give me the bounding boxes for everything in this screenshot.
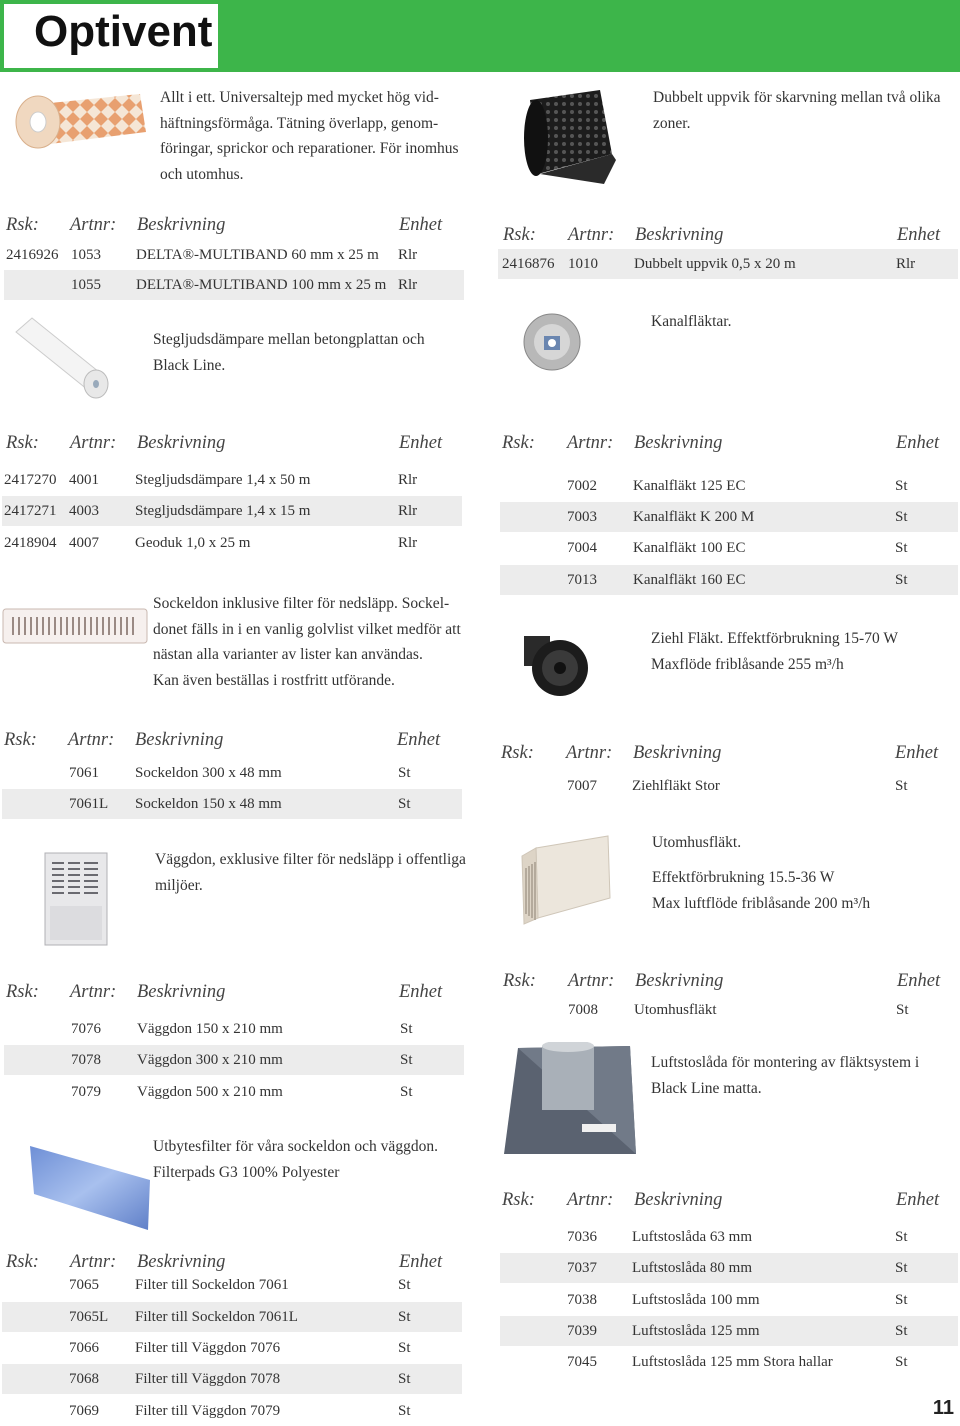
table-row — [500, 533, 958, 563]
col-header-artnr: Artnr: — [567, 433, 614, 453]
unit-cell: St — [398, 765, 411, 781]
artnr-cell: 4001 — [69, 472, 99, 488]
desc-cell: Luftstoslåda 125 mm Stora hallar — [632, 1354, 833, 1370]
ziehl-desc-line: Ziehl Fläkt. Effektförbrukning 15-70 W — [651, 630, 898, 647]
unit-cell: Rlr — [398, 472, 418, 488]
unit-cell: Rlr — [398, 247, 418, 263]
artnr-cell: 7065 — [69, 1277, 99, 1293]
col-header-desc: Beskrivning — [137, 982, 226, 1002]
desc-cell: Luftstoslåda 125 mm — [632, 1323, 760, 1339]
table-row — [4, 270, 464, 300]
table-row — [2, 496, 462, 526]
stegljud-desc-line: Black Line. — [153, 356, 226, 374]
desc-cell: Dubbelt uppvik 0,5 x 20 m — [634, 256, 796, 272]
multiband-desc-line: Allt i ett. Universaltejp med mycket hög vid- — [160, 89, 439, 106]
col-header-artnr: Artnr: — [566, 743, 613, 763]
artnr-cell: 7036 — [567, 1229, 597, 1245]
table-row — [500, 1222, 958, 1252]
artnr-cell: 7003 — [567, 509, 597, 525]
col-header-artnr: Artnr: — [568, 971, 615, 991]
artnr-cell: 7066 — [69, 1340, 99, 1356]
sockeldon-desc-line: Kan även beställas i rostfritt utförande. — [153, 671, 395, 689]
page-number: 11 — [932, 1397, 954, 1419]
unit-cell: St — [895, 1260, 908, 1276]
unit-cell: St — [895, 540, 908, 556]
table-row — [500, 771, 958, 801]
luftstos-desc-line: Luftstoslåda för montering av fläktsystem i — [651, 1054, 920, 1071]
table-row — [2, 1270, 462, 1300]
col-header-rsk: Rsk: — [6, 433, 39, 453]
uppvik-desc-line: zoner. — [653, 114, 691, 132]
multiband-desc-line: föringar, sprickor och reparationer. För inomhus — [160, 140, 459, 157]
col-header-rsk: Rsk: — [503, 225, 536, 245]
col-header-desc: Beskrivning — [635, 225, 724, 245]
table-row — [500, 565, 958, 595]
artnr-cell: 7002 — [567, 478, 597, 494]
table-row — [2, 789, 462, 819]
artnr-cell: 1055 — [71, 277, 101, 293]
desc-cell: Sockeldon 300 x 48 mm — [135, 765, 282, 781]
desc-cell: Väggdon 300 x 210 mm — [137, 1052, 283, 1068]
table-row — [500, 1253, 958, 1283]
artnr-cell: 7039 — [567, 1323, 597, 1339]
utomhus-desc-line: Max luftflöde friblåsande 200 m³/h — [652, 894, 871, 912]
unit-cell: St — [398, 1403, 411, 1419]
multiband-tape-image — [10, 84, 150, 154]
table-row — [500, 471, 958, 501]
unit-cell: St — [398, 1277, 411, 1293]
desc-cell: Luftstoslåda 100 mm — [632, 1292, 760, 1308]
desc-cell: Kanalfläkt K 200 M — [633, 509, 755, 525]
artnr-cell: 7078 — [71, 1052, 101, 1068]
desc-cell: Stegljudsdämpare 1,4 x 50 m — [135, 472, 311, 488]
rsk-cell: 2417270 — [4, 472, 57, 488]
unit-cell: St — [398, 1340, 411, 1356]
col-header-artnr: Artnr: — [70, 1252, 117, 1272]
kanalflakt-image — [520, 310, 590, 374]
col-header-artnr: Artnr: — [70, 215, 117, 235]
desc-cell: DELTA®-MULTIBAND 60 mm x 25 m — [136, 247, 379, 263]
desc-cell: Filter till Väggdon 7078 — [135, 1371, 281, 1387]
col-header-desc: Beskrivning — [137, 215, 226, 235]
artnr-cell: 7068 — [69, 1371, 99, 1387]
rsk-cell: 2416926 — [6, 247, 59, 263]
desc-cell: Luftstoslåda 63 mm — [632, 1229, 752, 1245]
desc-cell: Kanalfläkt 125 EC — [633, 478, 746, 494]
col-header-rsk: Rsk: — [6, 1252, 39, 1272]
unit-cell: St — [895, 778, 908, 794]
vaggdon-vent-image — [44, 852, 108, 948]
table-row — [500, 1316, 958, 1346]
artnr-cell: 4007 — [69, 535, 99, 551]
col-header-desc: Beskrivning — [137, 1252, 226, 1272]
artnr-cell: 1010 — [568, 256, 598, 272]
artnr-cell: 7045 — [567, 1354, 597, 1370]
desc-cell: Väggdon 150 x 210 mm — [137, 1021, 283, 1037]
luftstos-desc-line: Black Line matta. — [651, 1079, 762, 1097]
table-row — [4, 240, 464, 270]
col-header-unit: Enhet — [896, 433, 940, 453]
artnr-cell: 7008 — [568, 1002, 598, 1018]
unit-cell: Rlr — [398, 535, 418, 551]
luftstos-box-image — [498, 1042, 638, 1156]
col-header-unit: Enhet — [397, 730, 441, 750]
sockeldon-desc-line: donet fälls in i en vanlig golvlist vilket medför att — [153, 620, 461, 638]
artnr-cell: 7061L — [69, 796, 109, 812]
table-row — [500, 995, 958, 1025]
col-header-unit: Enhet — [399, 982, 443, 1002]
desc-cell: Filter till Väggdon 7076 — [135, 1340, 281, 1356]
artnr-cell: 7013 — [567, 572, 597, 588]
table-row — [2, 1302, 462, 1332]
artnr-cell: 7038 — [567, 1292, 597, 1308]
unit-cell: St — [895, 478, 908, 494]
stegljud-roll-image — [8, 312, 118, 412]
artnr-cell: 7007 — [567, 778, 597, 794]
unit-cell: St — [895, 1323, 908, 1339]
utomhus-desc-line: Effektförbrukning 15.5-36 W — [652, 869, 835, 886]
ziehl-fan-image — [520, 628, 592, 704]
desc-cell: Stegljudsdämpare 1,4 x 15 m — [135, 503, 311, 519]
desc-cell: Geoduk 1,0 x 25 m — [135, 535, 251, 551]
col-header-rsk: Rsk: — [4, 730, 37, 750]
rsk-cell: 2418904 — [4, 535, 57, 551]
ziehl-desc-line: Maxflöde friblåsande 255 m³/h — [651, 655, 844, 673]
stegljud-desc-line: Stegljudsdämpare mellan betongplattan och — [153, 331, 425, 348]
vaggdon-desc-line: Väggdon, exklusive filter för nedsläpp i offentliga — [155, 851, 466, 868]
desc-cell: Luftstoslåda 80 mm — [632, 1260, 752, 1276]
table-row — [500, 502, 958, 532]
desc-cell: Filter till Sockeldon 7061L — [135, 1309, 298, 1325]
desc-cell: Filter till Väggdon 7079 — [135, 1403, 281, 1419]
col-header-desc: Beskrivning — [634, 1190, 723, 1210]
col-header-unit: Enhet — [897, 225, 941, 245]
col-header-desc: Beskrivning — [634, 433, 723, 453]
unit-cell: St — [895, 572, 908, 588]
desc-cell: Väggdon 500 x 210 mm — [137, 1084, 283, 1100]
table-row — [500, 1347, 958, 1377]
artnr-cell: 7069 — [69, 1403, 99, 1419]
page-title: Optivent — [34, 7, 213, 56]
sockeldon-desc-line: nästan alla varianter av lister kan användas. — [153, 646, 423, 663]
utomhus-desc-line: Utomhusfläkt. — [652, 834, 742, 851]
unit-cell: Rlr — [896, 256, 916, 272]
sockeldon-desc-line: Sockeldon inklusive filter för nedsläpp. Sockel- — [153, 595, 450, 612]
filter-desc-line: Filterpads G3 100% Polyester — [153, 1163, 340, 1181]
col-header-desc: Beskrivning — [633, 743, 722, 763]
filter-pad-image — [28, 1140, 152, 1232]
table-row — [4, 1077, 464, 1107]
col-header-artnr: Artnr: — [567, 1190, 614, 1210]
col-header-artnr: Artnr: — [68, 730, 115, 750]
col-header-desc: Beskrivning — [635, 971, 724, 991]
uppvik-desc-line: Dubbelt uppvik för skarvning mellan två olika — [653, 89, 941, 106]
table-row — [4, 1045, 464, 1075]
artnr-cell: 7037 — [567, 1260, 597, 1276]
desc-cell: Kanalfläkt 100 EC — [633, 540, 746, 556]
col-header-rsk: Rsk: — [6, 215, 39, 235]
col-header-unit: Enhet — [399, 433, 443, 453]
col-header-unit: Enhet — [399, 215, 443, 235]
col-header-rsk: Rsk: — [6, 982, 39, 1002]
table-row — [500, 1285, 958, 1315]
col-header-artnr: Artnr: — [70, 433, 117, 453]
table-row — [2, 528, 462, 558]
table-row — [4, 1014, 464, 1044]
unit-cell: St — [400, 1052, 413, 1068]
artnr-cell: 7079 — [71, 1084, 101, 1100]
artnr-cell: 7076 — [71, 1021, 101, 1037]
desc-cell: Filter till Sockeldon 7061 — [135, 1277, 289, 1293]
artnr-cell: 1053 — [71, 247, 101, 263]
col-header-rsk: Rsk: — [501, 743, 534, 763]
utomhus-fan-image — [518, 828, 618, 928]
unit-cell: Rlr — [398, 503, 418, 519]
artnr-cell: 7004 — [567, 540, 597, 556]
col-header-unit: Enhet — [399, 1252, 443, 1272]
artnr-cell: 7061 — [69, 765, 99, 781]
artnr-cell: 4003 — [69, 503, 99, 519]
unit-cell: St — [895, 509, 908, 525]
kanalflakt-desc-line: Kanalfläktar. — [651, 313, 732, 330]
desc-cell: Sockeldon 150 x 48 mm — [135, 796, 282, 812]
multiband-desc-line: och utomhus. — [160, 165, 244, 183]
unit-cell: St — [398, 1371, 411, 1387]
rsk-cell: 2416876 — [502, 256, 555, 272]
col-header-desc: Beskrivning — [135, 730, 224, 750]
sockeldon-vent-image — [2, 605, 148, 647]
desc-cell: Utomhusfläkt — [634, 1002, 717, 1018]
col-header-rsk: Rsk: — [502, 1190, 535, 1210]
unit-cell: St — [400, 1021, 413, 1037]
col-header-rsk: Rsk: — [502, 433, 535, 453]
col-header-unit: Enhet — [897, 971, 941, 991]
unit-cell: St — [896, 1002, 909, 1018]
unit-cell: St — [895, 1229, 908, 1245]
unit-cell: St — [398, 796, 411, 812]
vaggdon-desc-line: miljöer. — [155, 876, 203, 894]
uppvik-roll-image — [520, 84, 620, 188]
unit-cell: St — [400, 1084, 413, 1100]
table-row — [2, 1333, 462, 1363]
desc-cell: DELTA®-MULTIBAND 100 mm x 25 m — [136, 277, 387, 293]
col-header-unit: Enhet — [895, 743, 939, 763]
rsk-cell: 2417271 — [4, 503, 57, 519]
desc-cell: Kanalfläkt 160 EC — [633, 572, 746, 588]
unit-cell: Rlr — [398, 277, 418, 293]
table-row — [498, 249, 958, 279]
artnr-cell: 7065L — [69, 1309, 109, 1325]
table-row — [2, 1364, 462, 1394]
col-header-rsk: Rsk: — [503, 971, 536, 991]
multiband-desc-line: häftningsförmåga. Tätning överlapp, genom- — [160, 114, 439, 132]
unit-cell: St — [398, 1309, 411, 1325]
col-header-artnr: Artnr: — [568, 225, 615, 245]
col-header-unit: Enhet — [896, 1190, 940, 1210]
unit-cell: St — [895, 1292, 908, 1308]
col-header-artnr: Artnr: — [70, 982, 117, 1002]
table-row — [2, 465, 462, 495]
desc-cell: Ziehlfläkt Stor — [632, 778, 720, 794]
table-row — [2, 758, 462, 788]
col-header-desc: Beskrivning — [137, 433, 226, 453]
unit-cell: St — [895, 1354, 908, 1370]
filter-desc-line: Utbytesfilter för våra sockeldon och väggdon. — [153, 1138, 438, 1155]
